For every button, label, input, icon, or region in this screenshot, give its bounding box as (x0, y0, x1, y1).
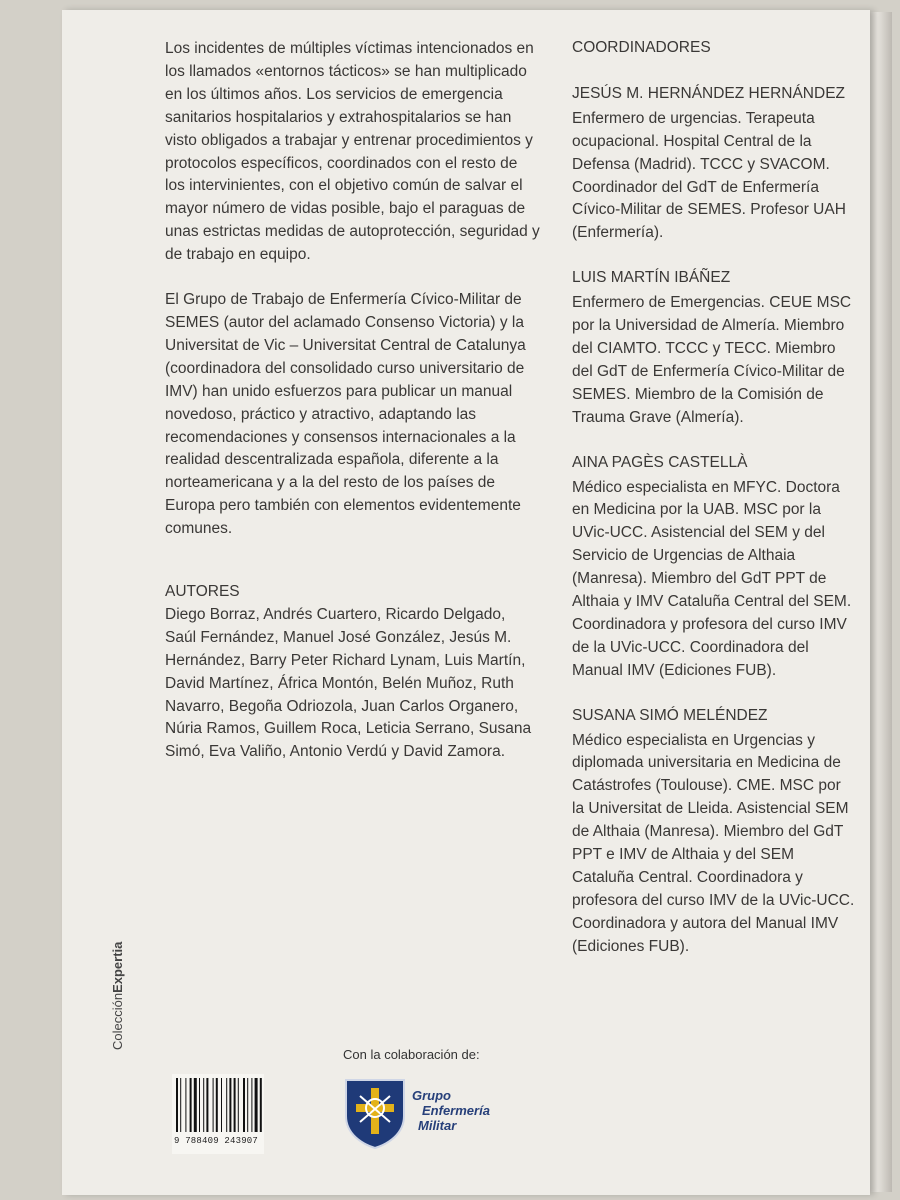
barcode-bar (176, 1078, 178, 1132)
barcode-bar (243, 1078, 245, 1132)
collection-prefix: Colección (110, 992, 125, 1050)
coordinator-bio: Médico especialista en Urgencias y diplomada universitaria en Medicina de Catástrofes (Toulouse). CME. MSC por la Universitat de Lleida. Asistencial SEM de Althaia (Manresa). Miembro del GdT PPT e IMV de Althaia y del SEM Cataluña Central. Coordinadora y profesora del curso IMV de la UVic-UCC. Coordinadora y autora del Manual IMV (Ediciones FUB). (572, 731, 855, 955)
coordinator-entry (572, 267, 857, 429)
barcode-bar (190, 1078, 192, 1132)
collection-spine-label (110, 942, 125, 1050)
coordinator-entry (572, 83, 857, 245)
barcode-bar (255, 1078, 258, 1132)
collection-brand: Expertia (110, 941, 125, 993)
barcode-bar (185, 1078, 186, 1132)
coordinator-name: AINA PAGÈS CASTELLÀ (572, 453, 748, 471)
barcode-bar (238, 1078, 239, 1132)
barcode-bar (234, 1078, 236, 1132)
barcode-bar (260, 1078, 262, 1132)
logo-line-2: Enfermería (422, 1103, 490, 1118)
logo-wordmark (412, 1088, 490, 1133)
barcode-number: 9 788409 243907 (174, 1136, 259, 1146)
coordinator-entry (572, 705, 857, 959)
logo-line-1: Grupo (412, 1088, 451, 1103)
barcode-bar (213, 1078, 214, 1132)
barcode-bar (194, 1078, 197, 1132)
barcode-bar (180, 1078, 181, 1132)
barcode-bars (172, 1074, 264, 1134)
synopsis-column (165, 38, 540, 764)
synopsis-paragraph-1: Los incidentes de múltiples víctimas intencionados en los llamados «entornos tácticos» se han multiplicado en los últimos años. Los servicios de emergencia sanitarios hospitalarios y extrahospitalarios se han visto obligados a trabajar y entrenar procedimientos y protocolos específicos, coordinados con el resto de los intervinientes, con el objetivo común de salvar el mayor número de vidas posible, bajo el paraguas de unas estrictas medidas de autoprotección, seguridad y de trabajo en equipo. (165, 40, 540, 264)
coordinator-entry (572, 452, 857, 683)
barcode-bar (226, 1078, 227, 1132)
shield-logo-icon (342, 1076, 408, 1150)
barcode-bar (221, 1078, 222, 1132)
logo-line-3: Militar (418, 1118, 457, 1133)
barcode-bar (216, 1078, 218, 1132)
barcode-bar (229, 1078, 231, 1132)
coordinator-name: JESÚS M. HERNÁNDEZ HERNÁNDEZ (572, 84, 845, 102)
coordinators-column (572, 37, 857, 981)
coordinator-bio: Médico especialista en MFYC. Doctora en Medicina por la UAB. MSC por la UVic-UCC. Asistencial del SEM y del Servicio de Urgencias de Althaia (Manresa). Miembro del GdT PPT de Althaia y IMV Cataluña Central del SEM. Coordinadora y profesora del curso IMV de la UVic-UCC. Coordinadora del Manual IMV (Ediciones FUB). (572, 478, 852, 679)
synopsis-paragraph-2: El Grupo de Trabajo de Enfermería Cívico-Militar de SEMES (autor del aclamado Consenso Victoria) y la Universitat de Vic – Universitat Central de Catalunya (coordinadora del consolidado curso universitario de IMV) han unido esfuerzos para publicar un manual novedoso, práctico y atractivo, adaptando las recomendaciones y consensos internacionales a la realidad descentralizada española, diferente a la norteamericana y a la del resto de los países de Europa pero también con elementos evidentemente comunes. (165, 291, 526, 538)
collaboration-label: Con la colaboración de: (343, 1047, 480, 1062)
coordinator-bio: Enfermero de Emergencias. CEUE MSC por la Universidad de Almería. Miembro del CIAMTO. TCCC y TECC. Miembro del GdT de Enfermería Cívico-Militar de SEMES. Miembro de la Comisión de Trauma Grave (Almería). (572, 294, 852, 426)
barcode-bar (199, 1078, 200, 1132)
isbn-barcode (172, 1074, 264, 1154)
coordinator-name: LUIS MARTÍN IBÁÑEZ (572, 269, 731, 287)
authors-heading: AUTORES (165, 583, 240, 601)
barcode-bar (247, 1078, 248, 1132)
book-page-edge (868, 12, 892, 1192)
barcode-bar (206, 1078, 208, 1132)
authors-list: Diego Borraz, Andrés Cuartero, Ricardo Delgado, Saúl Fernández, Manuel José González, Jesús M. Hernández, Barry Peter Richard Lynam, Luis Martín, David Martínez, África Montón, Belén Muñoz, Ruth Navarro, Begoña Odriozola, Juan Carlos Organero, Núria Ramos, Guillem Roca, Leticia Serrano, Susana Simó, Eva Valiño, Antonio Verdú y David Zamora. (165, 605, 532, 761)
coordinators-heading: COORDINADORES (572, 39, 711, 56)
grupo-enfermeria-militar-logo (342, 1076, 532, 1150)
barcode-bar (251, 1078, 252, 1132)
coordinator-bio: Enfermero de urgencias. Terapeuta ocupacional. Hospital Central de la Defensa (Madrid). TCCC y SVACOM. Coordinador del GdT de Enfermería Cívico-Militar de SEMES. Profesor UAH (Enfermería). (572, 109, 846, 242)
coordinator-name: SUSANA SIMÓ MELÉNDEZ (572, 706, 768, 724)
barcode-bar (203, 1078, 204, 1132)
